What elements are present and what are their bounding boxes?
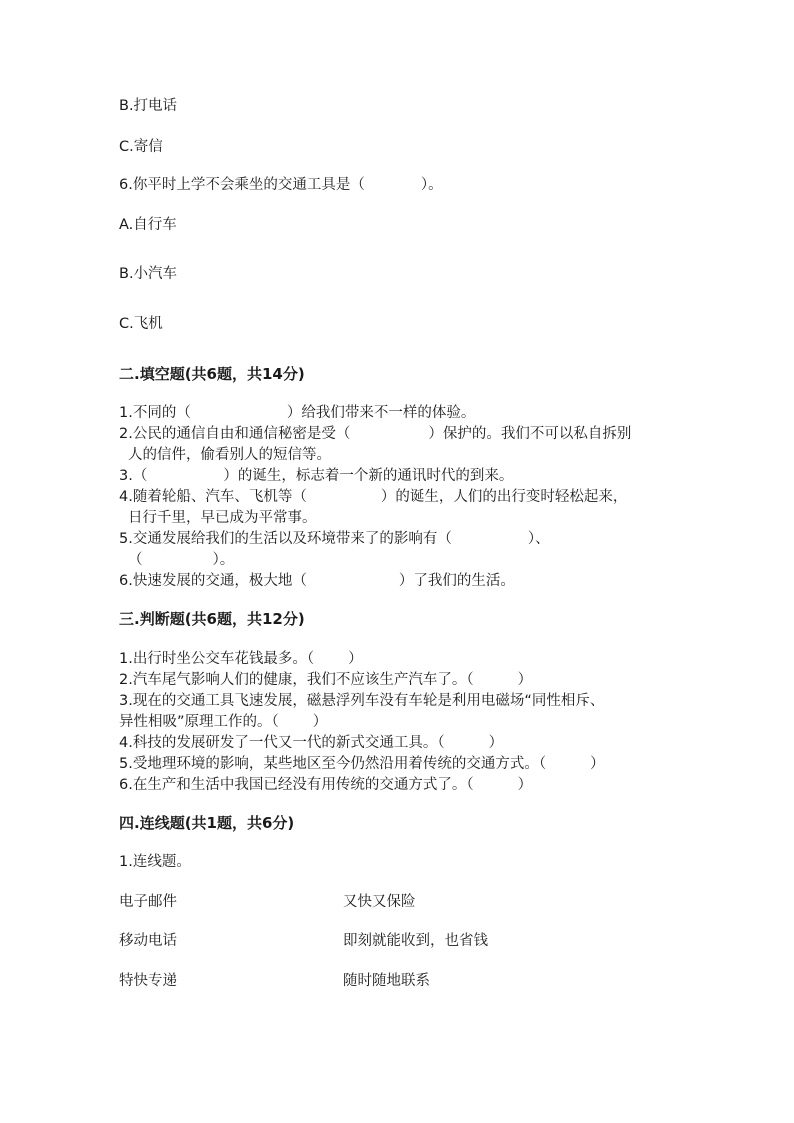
fill-q1: 1.不同的（ ）给我们带来不一样的体验。 <box>119 405 476 421</box>
match-left-3: 特快专递 <box>119 973 177 989</box>
q6-option-c: C.飞机 <box>119 316 163 332</box>
judge-q4: 4.科技的发展研发了一代又一代的新式交通工具。（ ） <box>119 735 504 751</box>
judge-q2: 2.汽车尾气影响人们的健康，我们不应该生产汽车了。（ ） <box>119 672 533 688</box>
judge-q3: 3.现在的交通工具飞速发展，磁悬浮列车没有车轮是利用电磁场“同性相斥、 <box>119 693 605 709</box>
fill-q4: 4.随着轮船、汽车、飞机等（ ）的诞生，人们的出行变时轻松起来， <box>119 489 628 505</box>
q6-stem: 6.你平时上学不会乘坐的交通工具是（ ）。 <box>119 177 443 193</box>
q6-option-a: A.自行车 <box>119 217 177 233</box>
judge-q5: 5.受地理环境的影响，某些地区至今仍然沿用着传统的交通方式。（ ） <box>119 756 605 772</box>
judge-q1: 1.出行时坐公交车花钱最多。（ ） <box>119 651 363 667</box>
fill-q5-cont: （ ）。 <box>128 552 235 568</box>
match-left-1: 电子邮件 <box>119 894 177 910</box>
section3-title: 三.判断题(共6题，共12分) <box>119 610 305 628</box>
match-left-2: 移动电话 <box>119 933 177 949</box>
section2-title: 二.填空题(共6题，共14分) <box>119 365 305 383</box>
fill-q5: 5.交通发展给我们的生活以及环境带来了的影响有（ ）、 <box>119 531 550 547</box>
fill-q3: 3.（ ）的诞生，标志着一个新的通讯时代的到来。 <box>119 468 514 484</box>
fill-q6: 6.快速发展的交通，极大地（ ）了我们的生活。 <box>119 573 515 589</box>
q6-option-b: B.小汽车 <box>119 266 178 282</box>
match-right-1: 又快又保险 <box>343 894 416 910</box>
match-right-2: 即刻就能收到，也省钱 <box>343 933 488 949</box>
section4-title: 四.连线题(共1题，共6分) <box>119 814 295 832</box>
fill-q2-cont: 人的信件，偷看别人的短信等。 <box>128 447 331 463</box>
match-q1: 1.连线题。 <box>119 854 191 870</box>
q5-option-c: C.寄信 <box>119 139 163 155</box>
match-right-3: 随时随地联系 <box>343 973 430 989</box>
judge-q3-cont: 异性相吸”原理工作的。（ ） <box>119 714 328 730</box>
q5-option-b: B.打电话 <box>119 98 178 114</box>
judge-q6: 6.在生产和生活中我国已经没有用传统的交通方式了。（ ） <box>119 777 533 793</box>
fill-q2: 2.公民的通信自由和通信秘密是受（ ）保护的。我们不可以私自拆别 <box>119 426 632 442</box>
fill-q4-cont: 日行千里，早已成为平常事。 <box>128 510 317 526</box>
